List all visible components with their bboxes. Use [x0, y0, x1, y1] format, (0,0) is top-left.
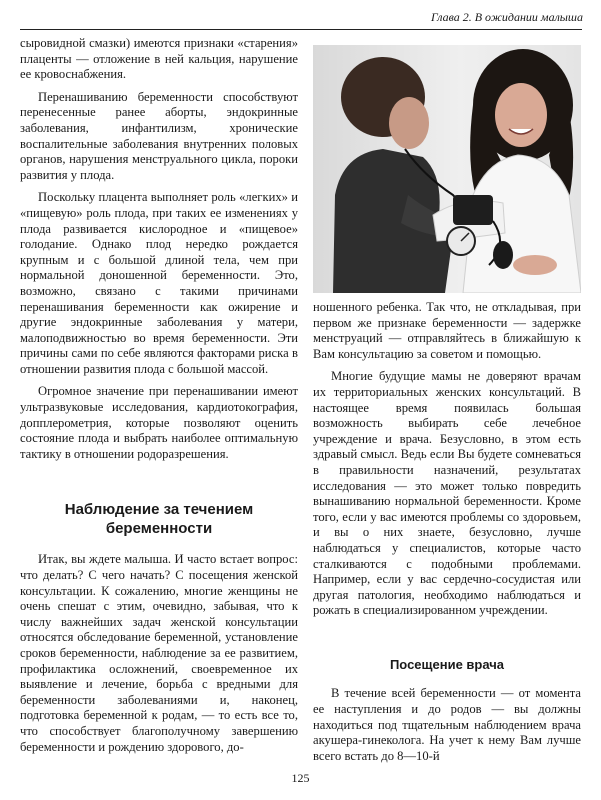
photo-doctor-measuring-blood-pressure	[313, 45, 581, 293]
header-rule	[20, 29, 582, 30]
page-number: 125	[291, 771, 310, 785]
running-head: Глава 2. В ожидании малыша	[431, 10, 583, 24]
paragraph: Итак, вы ждете малыша. И часто встает вопрос: что делать? С чего начать? С посещения женской консультации. К сожалению, многие женщины не очень спешат с этим, очевидно, забывая, что к числу важнейших задач женской консультации относятся обследование беременной, установление сроков беременности, наблюдение за ее развитием, профилактика осложнений, своевременное их выявление и лечение, борьба с вредными для беременности заболеваниями и, наконец, подготовка беременной к родам, — то есть все то, что способствует благополучному завершению беременности и рождению здорового, до-	[20, 552, 298, 754]
right-column	[313, 300, 581, 771]
paragraph: В течение всей беременности — от момента ее наступления и до родов — вы должны находиться под тщательным наблюдением врача акушера-гинеколога. На учет к нему Вам лучше всего встать до 8—10-й	[313, 686, 581, 763]
paragraph: ношенного ребенка. Так что, не откладывая, при первом же признаке беременности — задержке менструаций — отправляйтесь в ближайшую к Вам консультацию за советом и помощью.	[313, 300, 581, 361]
left-column	[20, 36, 298, 762]
paragraph: Поскольку плацента выполняет роль «легких» и «пищевую» роль плода, при таких ее изменениях у плода развивается кислородное и «пищевое» голодание. Однако плод нередко рождается крупным и с большой длиной тела, чем при нормальной доношенной беременности. Это, возможно, связано с такими причинами перенашивания беременности как ожирение и другие эндокринные заболевания у матери, малоподвижностью во время беременности. Эти причины сами по себе являются факторами риска в отношении развития плода с большой массой.	[20, 190, 298, 376]
paragraph: Перенашиванию беременности способствуют перенесенные ранее аборты, эндокринные заболевания, инфантилизм, хронические воспалительные заболевания внутренних половых органов, нарушения менструального цикла, пороки развития у плода.	[20, 89, 298, 182]
section-heading: Наблюдение за течением беременности	[64, 501, 254, 538]
section-heading: Посещение врача	[389, 656, 505, 672]
paragraph: Многие будущие мамы не доверяют врачам их территориальных женских консультаций. В настоящее время появилась большая возможность выбирать себе лечебное учреждение и врача. Безусловно, в этом есть здравый смысл. Ведь если Вы будете сомневаться в правильности назначений, результатах исследования — это может только повредить вынашиванию нормальной беременности. Кроме того, если у вас имеются проблемы со здоровьем, и вы о них знаете, безусловно, лучше наблюдаться у специалистов, которые часто сталкиваются с подобными проблемами. Например, если у вас сердечно-сосудистая или другая патология, необходимо наблюдаться и рожать в специализированном учреждении.	[313, 369, 581, 618]
paragraph: сыровидной смазки) имеются признаки «старения» плаценты — отложение в ней кальция, нарушение ее кровоснабжения.	[20, 36, 298, 82]
paragraph: Огромное значение при перенашивании имеют ультразвуковые исследования, кардиотокография, допплерометрия, которые позволяют оценить состояние плода и выбрать наиболее оптимальную тактику в отношении родоразрешения.	[20, 384, 298, 461]
